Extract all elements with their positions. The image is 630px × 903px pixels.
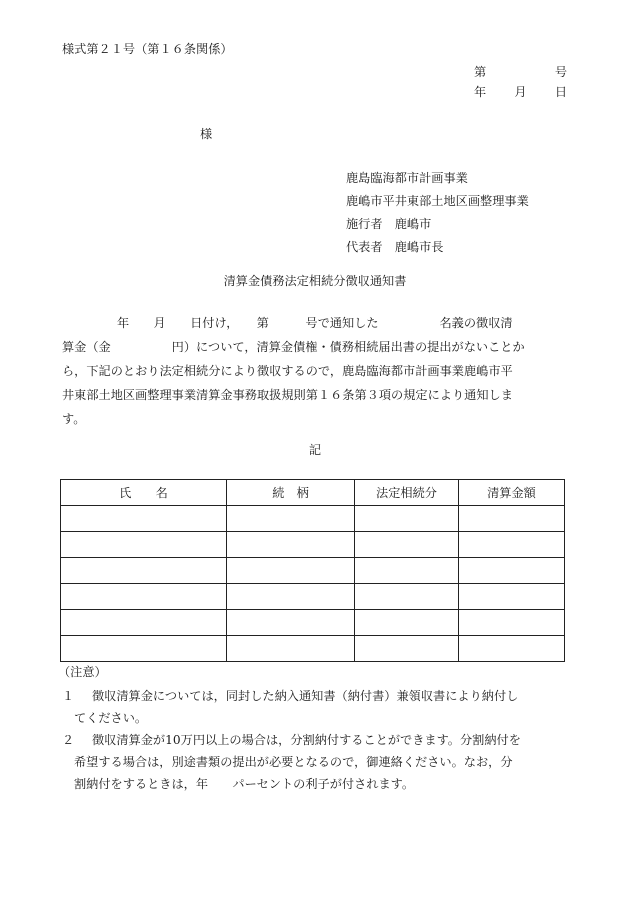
cell-name xyxy=(61,584,227,610)
date-month: 月 xyxy=(514,85,527,99)
table-row xyxy=(61,506,565,532)
heir-table xyxy=(60,479,565,662)
body-line-5: す。 xyxy=(62,412,86,426)
note-number: ２ xyxy=(62,733,75,747)
cell-name xyxy=(61,610,227,636)
note-item-2 xyxy=(62,729,570,795)
cell-name xyxy=(61,506,227,532)
table-row xyxy=(61,532,565,558)
cell-legal-share xyxy=(355,636,459,662)
notes-heading: （注意） xyxy=(58,665,107,679)
header-settlement-amount: 清算金額 xyxy=(459,480,565,506)
cell-name xyxy=(61,532,227,558)
note-line: 徴収清算金については，同封した納入通知書（納付書）兼領収書により納付し xyxy=(92,689,519,703)
ki-heading: 記 xyxy=(308,443,322,457)
table-row xyxy=(61,584,565,610)
cell-relationship xyxy=(227,636,355,662)
table-row xyxy=(61,636,565,662)
sender-representative: 代表者 鹿嶋市長 xyxy=(346,240,444,254)
note-line: 徴収清算金が10万円以上の場合は，分割納付することができます。分割納付を xyxy=(92,733,521,747)
header-name: 氏 名 xyxy=(61,480,227,506)
cell-relationship xyxy=(227,584,355,610)
cell-relationship xyxy=(227,558,355,584)
table-row xyxy=(61,558,565,584)
doc-number-go: 号 xyxy=(554,65,567,79)
note-item-1 xyxy=(62,685,570,729)
form-label: 様式第２１号（第１６条関係） xyxy=(62,42,233,56)
sender-subproject: 鹿嶋市平井東部土地区画整理事業 xyxy=(346,194,529,208)
document-title: 清算金債務法定相続分徴収通知書 xyxy=(223,274,407,288)
cell-legal-share xyxy=(355,558,459,584)
cell-legal-share xyxy=(355,610,459,636)
table-row xyxy=(61,610,565,636)
cell-settlement-amount xyxy=(459,558,565,584)
sender-project: 鹿島臨海都市計画事業 xyxy=(346,171,468,185)
body-paragraph xyxy=(62,311,570,431)
cell-settlement-amount xyxy=(459,584,565,610)
sender-block xyxy=(346,167,529,259)
cell-relationship xyxy=(227,610,355,636)
cell-name xyxy=(61,636,227,662)
doc-number-line xyxy=(474,63,567,80)
cell-settlement-amount xyxy=(459,506,565,532)
cell-legal-share xyxy=(355,584,459,610)
cell-settlement-amount xyxy=(459,610,565,636)
header-legal-share: 法定相続分 xyxy=(355,480,459,506)
cell-relationship xyxy=(227,532,355,558)
cell-settlement-amount xyxy=(459,636,565,662)
date-year: 年 xyxy=(474,85,487,99)
body-line-1: 年 月 日付け， 第 号で通知した 名義の徴収清 xyxy=(117,316,513,330)
cell-settlement-amount xyxy=(459,532,565,558)
doc-number-dai: 第 xyxy=(474,65,487,79)
note-number: １ xyxy=(62,689,75,703)
note-line: 割納付をするときは，年 パーセントの利子が付されます。 xyxy=(74,777,415,791)
note-line: 希望する場合は，別途書類の提出が必要となるので，御連絡ください。なお，分 xyxy=(74,755,513,769)
note-line: てください。 xyxy=(74,711,148,725)
body-line-4: 井東部土地区画整理事業清算金事務取扱規則第１６条第３項の規定により通知しま xyxy=(62,388,513,402)
addressee-suffix: 様 xyxy=(200,127,213,141)
cell-legal-share xyxy=(355,532,459,558)
cell-name xyxy=(61,558,227,584)
cell-legal-share xyxy=(355,506,459,532)
date-line xyxy=(474,83,567,100)
table-header-row xyxy=(61,480,565,506)
body-line-2: 算金（金 円）について，清算金債権・債務相続届出書の提出がないことか xyxy=(62,340,525,354)
cell-relationship xyxy=(227,506,355,532)
body-line-3: ら，下記のとおり法定相続分により徴収するので，鹿島臨海都市計画事業鹿嶋市平 xyxy=(62,364,513,378)
date-day: 日 xyxy=(554,85,567,99)
sender-executor: 施行者 鹿嶋市 xyxy=(346,217,432,231)
header-relationship: 続 柄 xyxy=(227,480,355,506)
